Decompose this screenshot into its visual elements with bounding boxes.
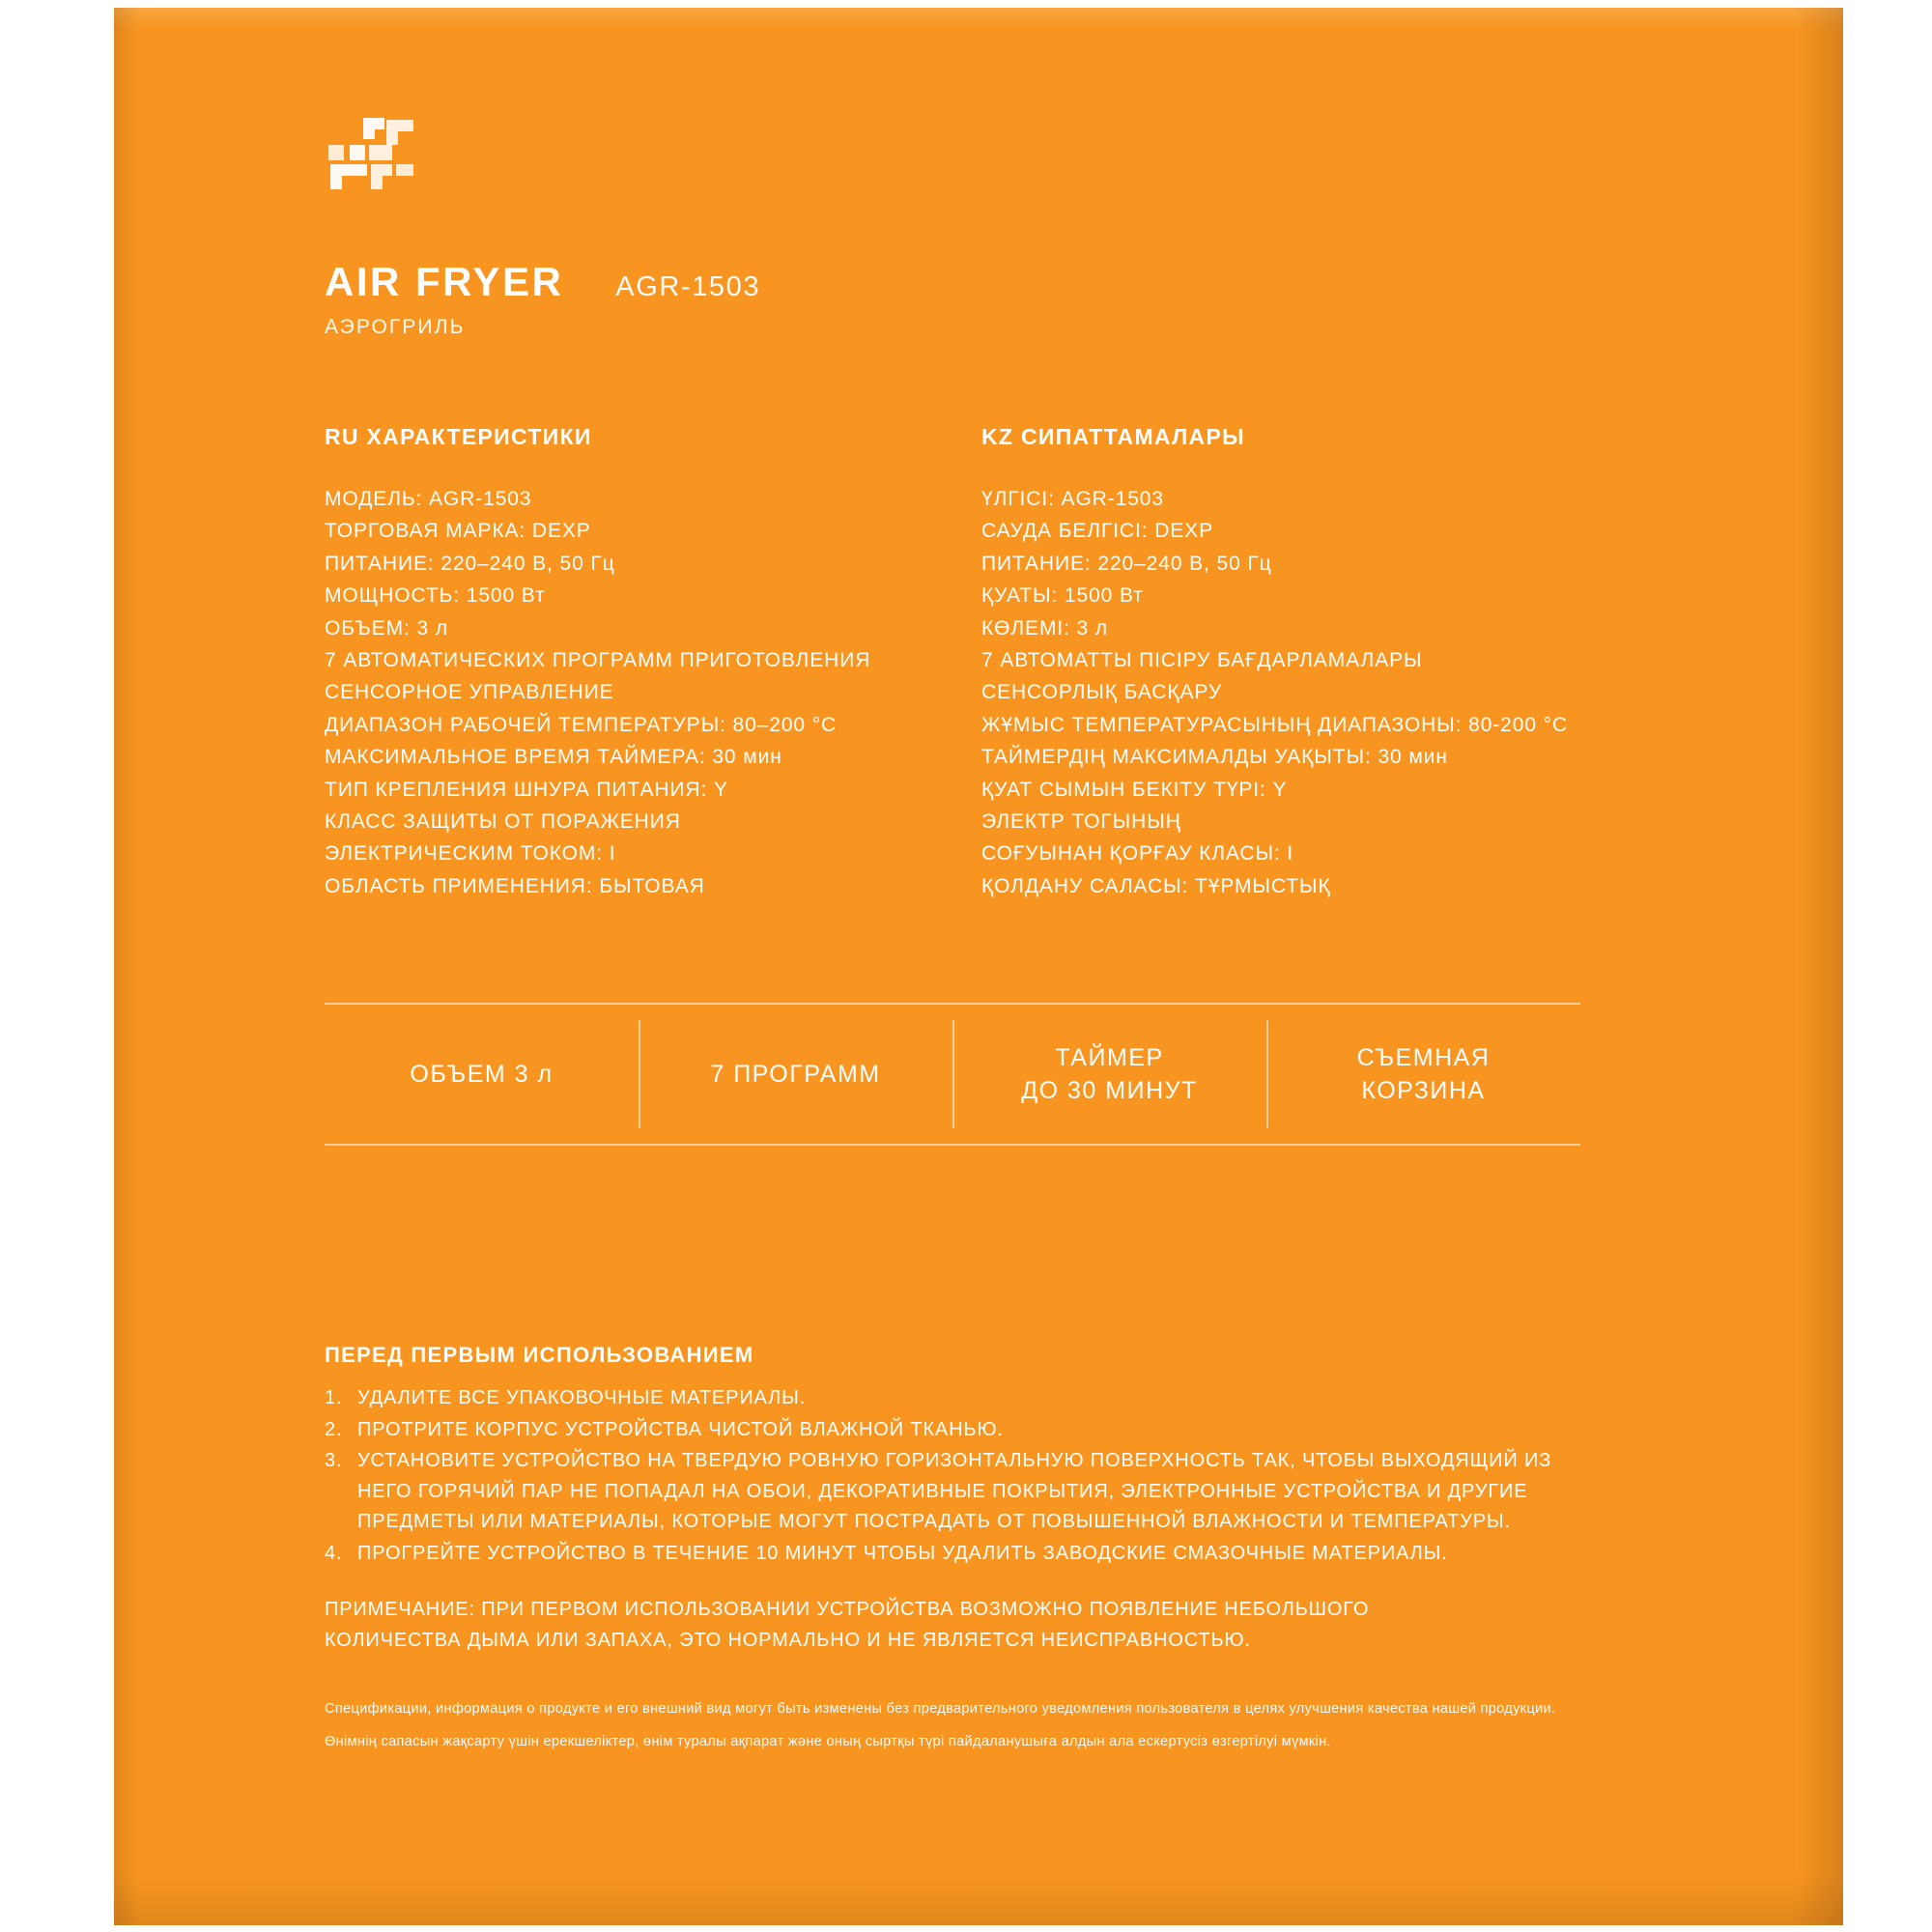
spec-line: КЛАСС ЗАЩИТЫ ОТ ПОРАЖЕНИЯ — [325, 810, 681, 834]
spec-line: ДИАПАЗОН РАБОЧЕЙ ТЕМПЕРАТУРЫ: 80–200 °С — [325, 713, 838, 736]
instruction-step — [325, 1446, 1580, 1538]
specs-column-kz — [981, 424, 1580, 902]
step-text: ПРОГРЕЙТЕ УСТРОЙСТВО В ТЕЧЕНИЕ 10 МИНУТ ЧТОБЫ УДАЛИТЬ ЗАВОДСКИЕ СМАЗОЧНЫЕ МАТЕРИАЛЫ. — [357, 1542, 1448, 1564]
spec-line: ЖҰМЫС ТЕМПЕРАТУРАСЫНЫҢ ДИАПАЗОНЫ: 80-200 °С — [981, 713, 1569, 736]
specs-heading-kz: KZ СИПАТТАМАЛАРЫ — [981, 424, 1245, 449]
feature-label-line1: СЪЕМНАЯ — [1356, 1044, 1491, 1072]
spec-line: КӨЛЕМІ: 3 л — [981, 616, 1109, 639]
spec-line: ТИП КРЕПЛЕНИЯ ШНУРА ПИТАНИЯ: Y — [325, 778, 728, 801]
spec-line: 7 АВТОМАТТЫ ПІСІРУ БАҒДАРЛАМАЛАРЫ — [981, 649, 1423, 672]
spec-line: МОДЕЛЬ: AGR-1503 — [325, 488, 532, 510]
step-text: УДАЛИТЕ ВСЕ УПАКОВОЧНЫЕ МАТЕРИАЛЫ. — [357, 1387, 807, 1409]
step-number: 2. — [325, 1418, 343, 1440]
specifications-section — [325, 424, 1580, 902]
instruction-step — [325, 1383, 1580, 1414]
spec-line: ҚУАТ СЫМЫН БЕКІТУ ТҮРІ: Y — [981, 778, 1288, 801]
product-title-row — [325, 259, 1580, 305]
feature-label-line1: ОБЪЕМ 3 л — [410, 1061, 554, 1089]
box-left-edge-shading — [114, 8, 139, 1925]
box-right-edge-shading — [1795, 8, 1843, 1925]
before-first-use-section — [325, 1343, 1580, 1656]
model-code: AGR-1503 — [615, 271, 761, 302]
spec-line: ҮЛГІСІ: AGR-1503 — [981, 488, 1164, 510]
spec-line: 7 АВТОМАТИЧЕСКИХ ПРОГРАММ ПРИГОТОВЛЕНИЯ — [325, 649, 871, 672]
legal-text-ru: Спецификации, информация о продукте и его внешний вид могут быть изменены без предварительного уведомления пользователя в целях улучшения качества нашей продукции. — [325, 1701, 1556, 1717]
spec-line: ОБЪЕМ: 3 л — [325, 616, 448, 639]
usage-note: ПРИМЕЧАНИЕ: ПРИ ПЕРВОМ ИСПОЛЬЗОВАНИИ УСТРОЙСТВА ВОЗМОЖНО ПОЯВЛЕНИЕ НЕБОЛЬШОГО КОЛИЧЕСТВА ДЫМА ИЛИ ЗАПАХА, ЭТО НОРМАЛЬНО И НЕ ЯВЛЯЕТСЯ НЕИСПРАВНОСТЬЮ. — [325, 1599, 1370, 1651]
spec-line: ПИТАНИЕ: 220–240 В, 50 Гц — [325, 552, 615, 575]
before-first-use-heading: ПЕРЕД ПЕРВЫМ ИСПОЛЬЗОВАНИЕМ — [325, 1343, 754, 1368]
legal-text-kz: Өнімнің сапасын жақсарту үшін ерекшеліктер, өнім туралы ақпарат және оның сыртқы түрі пайдаланушыға алдын ала ескертусіз өзгертілуі мүмкін. — [325, 1734, 1331, 1749]
step-text: УСТАНОВИТЕ УСТРОЙСТВО НА ТВЕРДУЮ РОВНУЮ ГОРИЗОНТАЛЬНУЮ ПОВЕРХНОСТЬ ТАК, ЧТОБЫ ВЫХОДЯЩИЙ ИЗ НЕГО ГОРЯЧИЙ ПАР НЕ ПОПАДАЛ НА ОБОИ, ДЕКОРАТИВНЫЕ ПОКРЫТИЯ, ЭЛЕКТРОННЫЕ УСТРОЙСТВА И ДРУГИЕ ПРЕДМЕТЫ ИЛИ МАТЕРИАЛЫ, КОТОРЫЕ МОГУТ ПОСТРАДАТЬ ОТ ПОВЫШЕННОЙ ВЛАЖНОСТИ И ТЕМПЕРАТУРЫ. — [357, 1450, 1552, 1533]
box-top-edge-shading — [114, 8, 1843, 29]
step-number: 4. — [325, 1542, 343, 1564]
feature-highlights-strip — [325, 1003, 1580, 1146]
spec-line: СЕНСОРЛЫҚ БАСҚАРУ — [981, 681, 1223, 704]
legal-disclaimer — [325, 1698, 1590, 1752]
spec-line: ЭЛЕКТР ТОГЫНЫҢ — [981, 810, 1181, 834]
step-number: 1. — [325, 1387, 343, 1409]
specs-column-ru — [325, 424, 981, 902]
spec-line: САУДА БЕЛГІСІ: DEXP — [981, 520, 1213, 543]
spec-line: ҚОЛДАНУ САЛАСЫ: ТҰРМЫСТЫҚ — [981, 874, 1331, 897]
feature-item-programs — [639, 1005, 952, 1144]
feature-label-line2: ДО 30 МИНУТ — [1021, 1077, 1198, 1105]
spec-line: ЭЛЕКТРИЧЕСКИМ ТОКОМ: I — [325, 842, 616, 866]
step-number: 3. — [325, 1450, 343, 1472]
spec-line: ОБЛАСТЬ ПРИМЕНЕНИЯ: БЫТОВАЯ — [325, 874, 705, 897]
product-subtitle: АЭРОГРИЛЬ — [325, 316, 466, 338]
feature-item-timer — [952, 1005, 1266, 1144]
feature-item-basket — [1266, 1005, 1580, 1144]
specs-heading-ru: RU ХАРАКТЕРИСТИКИ — [325, 424, 592, 449]
instruction-step — [325, 1539, 1580, 1570]
spec-line: ПИТАНИЕ: 220–240 В, 50 Гц — [981, 552, 1272, 575]
step-text: ПРОТРИТЕ КОРПУС УСТРОЙСТВА ЧИСТОЙ ВЛАЖНОЙ ТКАНЬЮ. — [357, 1418, 1004, 1440]
spec-line: МОЩНОСТЬ: 1500 Вт — [325, 584, 546, 608]
product-title: AIR FRYER — [325, 259, 564, 304]
spec-line: ТОРГОВАЯ МАРКА: DEXP — [325, 520, 591, 543]
spec-line: ТАЙМЕРДІҢ МАКСИМАЛДЫ УАҚЫТЫ: 30 мин — [981, 746, 1448, 769]
spec-line: МАКСИМАЛЬНОЕ ВРЕМЯ ТАЙМЕРА: 30 мин — [325, 746, 782, 769]
feature-label-line1: ТАЙМЕР — [1055, 1044, 1164, 1072]
spec-line: СОҒУЫНАН ҚОРҒАУ КЛАСЫ: I — [981, 842, 1294, 866]
spec-line: ҚУАТЫ: 1500 Вт — [981, 584, 1144, 608]
spec-line: СЕНСОРНОЕ УПРАВЛЕНИЕ — [325, 681, 614, 704]
instruction-step — [325, 1415, 1580, 1446]
box-bottom-edge-shading — [114, 1874, 1843, 1925]
feature-item-volume — [325, 1005, 639, 1144]
dexp-logo-icon — [325, 116, 417, 195]
feature-label-line1: 7 ПРОГРАММ — [710, 1061, 881, 1089]
panel-content — [325, 116, 1580, 1656]
feature-label-line2: КОРЗИНА — [1361, 1077, 1486, 1105]
